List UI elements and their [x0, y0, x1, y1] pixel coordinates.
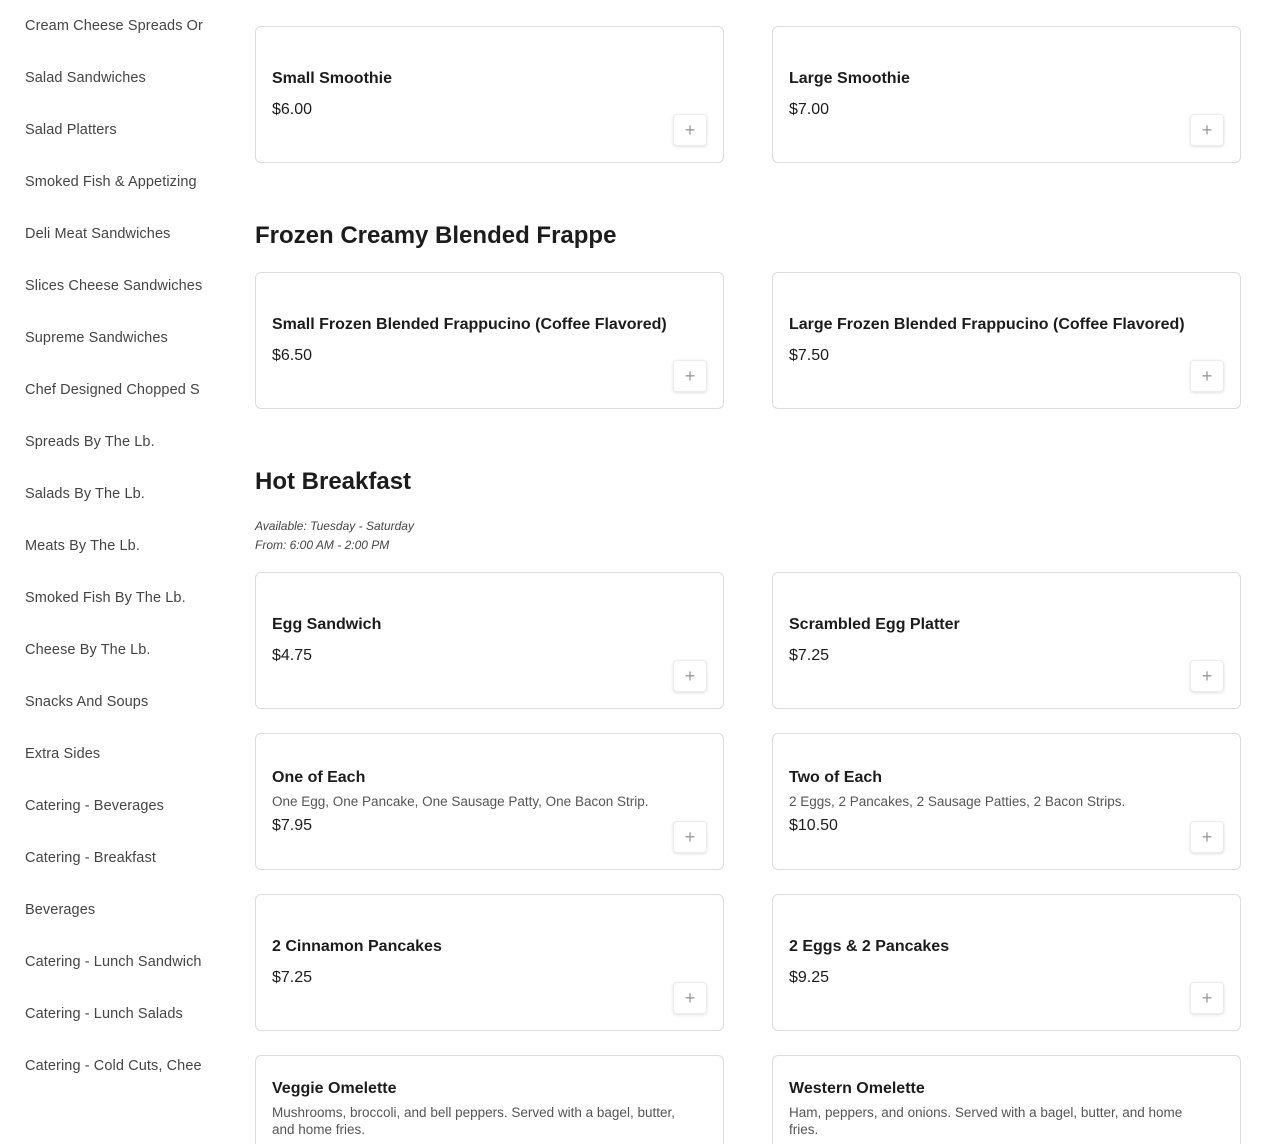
sidebar-item-catering-cold-cuts[interactable]: Catering - Cold Cuts, Chee: [25, 1058, 202, 1074]
item-name: Scrambled Egg Platter: [789, 616, 960, 633]
menu-item-card[interactable]: [772, 1055, 1241, 1144]
sidebar-item-beverages[interactable]: Beverages: [25, 902, 96, 918]
item-description: One Egg, One Pancake, One Sausage Patty, One Bacon Strip.: [272, 793, 649, 809]
plus-icon: +: [684, 988, 696, 1008]
sidebar-item-slices-cheese-sandwiches[interactable]: Slices Cheese Sandwiches: [25, 278, 203, 294]
sidebar-item-chef-designed-chopped[interactable]: Chef Designed Chopped S: [25, 382, 200, 398]
sidebar-item-salad-sandwiches[interactable]: Salad Sandwiches: [25, 70, 146, 86]
availability-note: [255, 517, 414, 555]
item-name: Two of Each: [789, 768, 883, 786]
plus-icon: +: [1201, 988, 1213, 1008]
sidebar-item-spreads-by-lb[interactable]: Spreads By The Lb.: [25, 434, 155, 450]
add-item-button[interactable]: [1190, 114, 1224, 146]
availability-hours: From: 6:00 AM - 2:00 PM: [255, 538, 390, 552]
item-price: $7.95: [272, 816, 313, 834]
item-name: Small Smoothie: [272, 70, 393, 87]
add-item-button[interactable]: [1190, 660, 1224, 692]
item-name: Large Smoothie: [789, 70, 910, 87]
item-price: $7.50: [789, 347, 830, 364]
item-name: Western Omelette: [789, 1080, 925, 1097]
item-name: Small Frozen Blended Frappucino (Coffee Flavored): [272, 316, 667, 333]
sidebar-item-catering-lunch-salads[interactable]: Catering - Lunch Salads: [25, 1006, 183, 1022]
add-item-button[interactable]: [1190, 982, 1224, 1014]
item-price: $7.00: [789, 101, 830, 118]
item-name: 2 Eggs & 2 Pancakes: [789, 938, 950, 955]
plus-icon: +: [684, 666, 696, 686]
plus-icon: +: [1201, 366, 1213, 386]
add-item-button[interactable]: [1190, 821, 1224, 853]
item-description: Mushrooms, broccoli, and bell peppers. Served with a bagel, butter, and home fries.: [272, 1105, 675, 1137]
item-name: Egg Sandwich: [272, 616, 382, 633]
plus-icon: +: [684, 366, 696, 386]
menu-item-card[interactable]: [772, 272, 1241, 409]
plus-icon: +: [1201, 666, 1213, 686]
add-item-button[interactable]: [673, 821, 707, 853]
sidebar-item-cream-cheese-spreads[interactable]: Cream Cheese Spreads Or: [25, 18, 203, 34]
item-description: Ham, peppers, and onions. Served with a bagel, butter, and home fries.: [789, 1105, 1183, 1137]
sidebar-item-salads-by-lb[interactable]: Salads By The Lb.: [25, 486, 145, 502]
item-price: $9.25: [789, 969, 830, 986]
item-price: $7.25: [272, 969, 313, 986]
sidebar-item-catering-breakfast[interactable]: Catering - Breakfast: [25, 850, 156, 866]
item-name: 2 Cinnamon Pancakes: [272, 938, 442, 955]
sidebar-item-extra-sides[interactable]: Extra Sides: [25, 746, 101, 762]
sidebar-item-snacks-soups[interactable]: Snacks And Soups: [25, 694, 149, 710]
menu-item-card[interactable]: [255, 1055, 724, 1144]
menu-item-card[interactable]: [255, 572, 724, 709]
menu-item-card[interactable]: [255, 26, 724, 163]
add-item-button[interactable]: [1190, 360, 1224, 392]
item-price: $4.75: [272, 647, 313, 664]
menu-item-card[interactable]: [772, 733, 1241, 870]
menu-item-card[interactable]: [772, 572, 1241, 709]
item-price: $6.50: [272, 347, 313, 364]
item-name: Veggie Omelette: [272, 1080, 397, 1097]
smoothie-grid: [255, 26, 1241, 163]
sidebar-item-cheese-by-lb[interactable]: Cheese By The Lb.: [25, 642, 151, 658]
sidebar-item-meats-by-lb[interactable]: Meats By The Lb.: [25, 538, 140, 554]
availability-days: Available: Tuesday - Saturday: [255, 519, 414, 533]
add-item-button[interactable]: [673, 114, 707, 146]
section-title-hot-breakfast: Hot Breakfast: [255, 468, 412, 495]
frappe-grid: [255, 272, 1241, 409]
item-price: $6.00: [272, 101, 313, 118]
menu-item-card[interactable]: [772, 26, 1241, 163]
item-price: $7.25: [789, 647, 830, 664]
add-item-button[interactable]: [673, 982, 707, 1014]
plus-icon: +: [1201, 827, 1213, 847]
sidebar-item-supreme-sandwiches[interactable]: Supreme Sandwiches: [25, 330, 168, 346]
sidebar-item-smoked-fish-appetizing[interactable]: Smoked Fish & Appetizing: [25, 174, 197, 190]
item-name: One of Each: [272, 768, 366, 786]
menu-item-card[interactable]: [255, 272, 724, 409]
section-title-frappe: Frozen Creamy Blended Frappe: [255, 222, 617, 249]
sidebar-item-catering-lunch-sandwich[interactable]: Catering - Lunch Sandwich: [25, 954, 202, 970]
sidebar-item-salad-platters[interactable]: Salad Platters: [25, 122, 117, 138]
menu-item-card[interactable]: [255, 894, 724, 1031]
sidebar-item-smoked-fish-by-lb[interactable]: Smoked Fish By The Lb.: [25, 590, 186, 606]
plus-icon: +: [1201, 120, 1213, 140]
menu-item-card[interactable]: [772, 894, 1241, 1031]
hot-breakfast-grid: [255, 572, 1241, 1144]
add-item-button[interactable]: [673, 360, 707, 392]
plus-icon: +: [684, 120, 696, 140]
plus-icon: +: [684, 827, 696, 847]
menu-item-card[interactable]: [255, 733, 724, 870]
sidebar-item-deli-meat-sandwiches[interactable]: Deli Meat Sandwiches: [25, 226, 171, 242]
item-description: 2 Eggs, 2 Pancakes, 2 Sausage Patties, 2 Bacon Strips.: [789, 793, 1126, 809]
category-sidebar: [0, 0, 208, 1092]
item-price: $10.50: [789, 816, 838, 834]
add-item-button[interactable]: [673, 660, 707, 692]
item-name: Large Frozen Blended Frappucino (Coffee Flavored): [789, 316, 1185, 333]
sidebar-item-catering-beverages[interactable]: Catering - Beverages: [25, 798, 165, 814]
